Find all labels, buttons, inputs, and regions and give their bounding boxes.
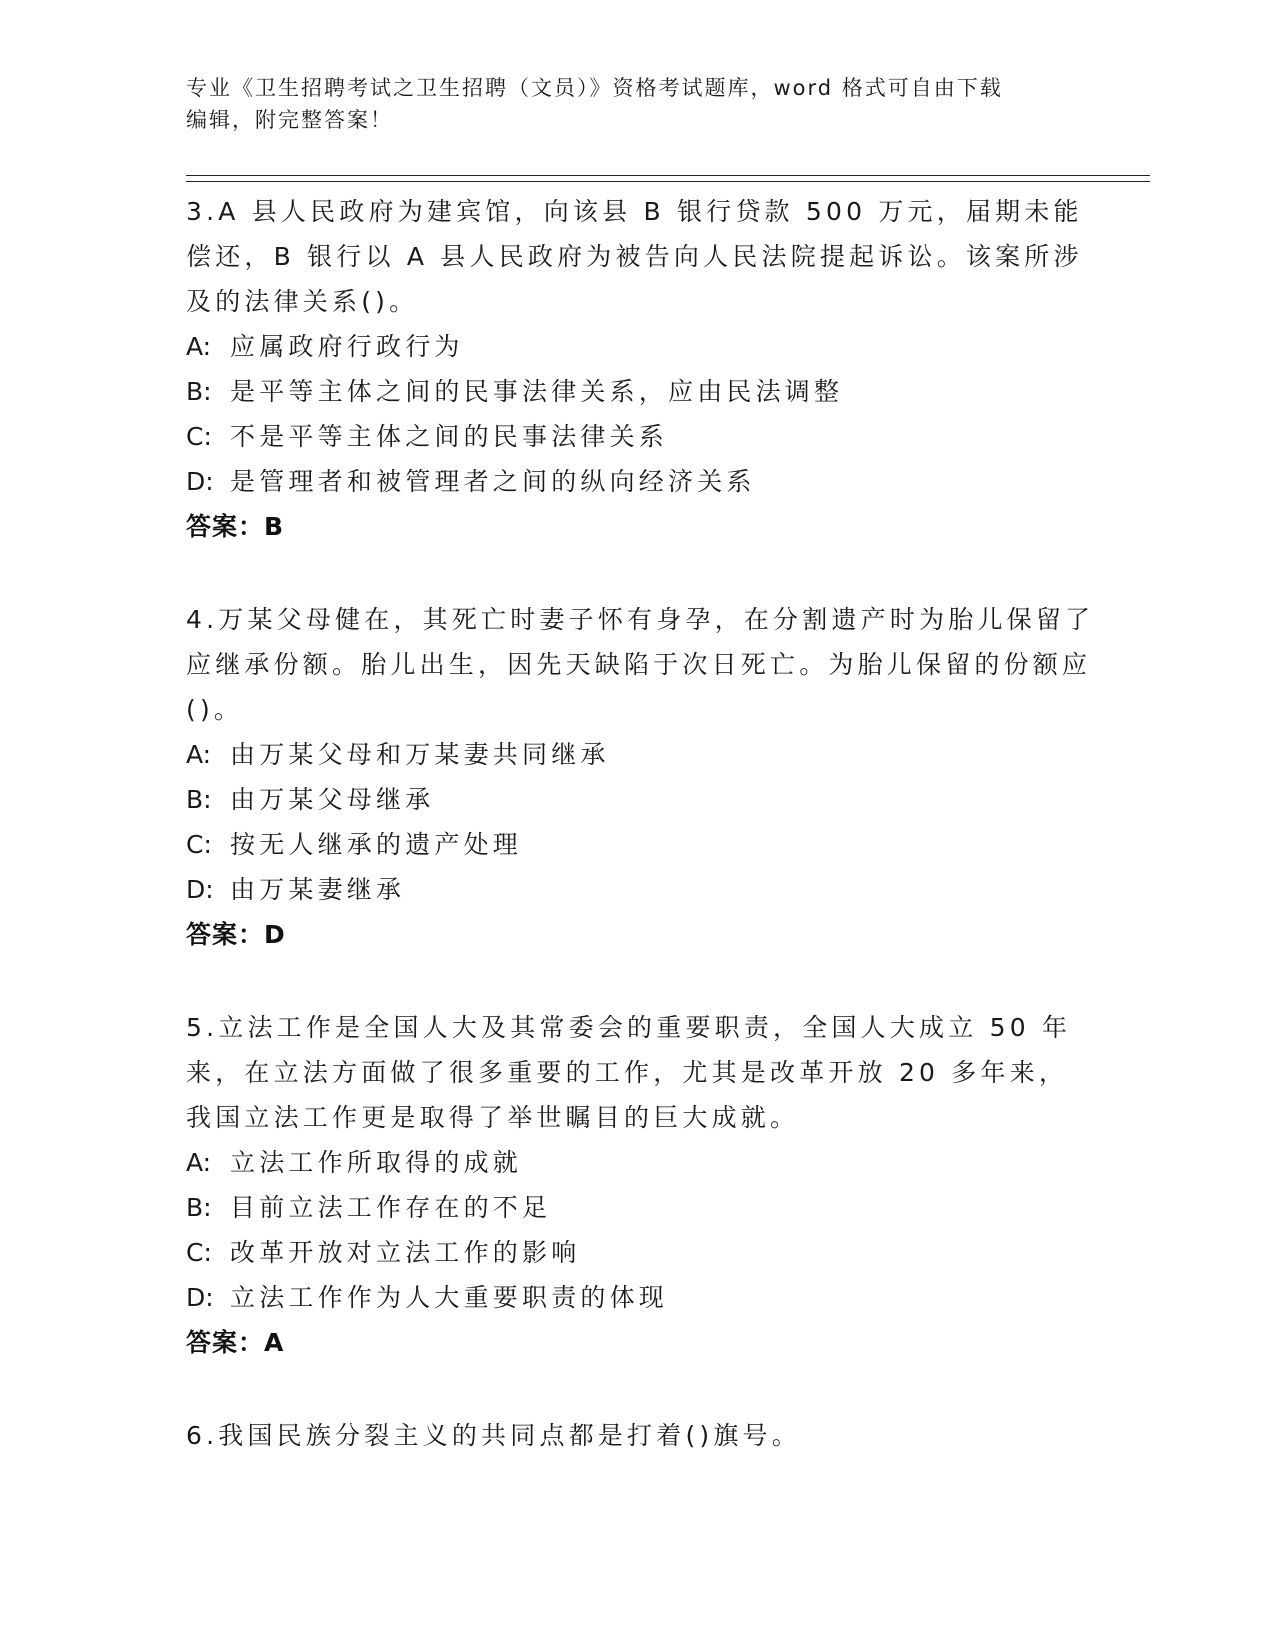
option-d: [186, 459, 1096, 504]
answer: 答案：D: [186, 920, 286, 949]
option-b: [186, 1185, 1096, 1230]
option-a: [186, 732, 1096, 777]
header-line-2: 编辑，附完整答案！: [186, 108, 393, 132]
question-text: 5.立法工作是全国人大及其常委会的重要职责，全国人大成立 50 年来，在立法方面做了很多重要的工作，尤其是改革开放 20 多年来，我国立法工作更是取得了举世瞩目的巨大成就。: [186, 1013, 1072, 1132]
option-label: D:: [186, 875, 214, 904]
option-text: 不是平等主体之间的民事法律关系: [230, 422, 669, 451]
option-d: [186, 867, 1096, 912]
answer: 答案：B: [186, 512, 285, 541]
option-label: A:: [186, 1148, 212, 1177]
option-text: 是平等主体之间的民事法律关系，应由民法调整: [230, 377, 844, 406]
option-label: D:: [186, 1283, 214, 1312]
option-label: A:: [186, 740, 212, 769]
header-divider-bottom: [186, 181, 1150, 182]
option-c: [186, 822, 1096, 867]
option-label: A:: [186, 332, 212, 361]
option-text: 由万某妻继承: [230, 875, 406, 904]
option-b: [186, 777, 1096, 822]
answer: 答案：A: [186, 1328, 285, 1357]
option-text: 按无人继承的遗产处理: [230, 830, 523, 859]
question-text: 4.万某父母健在，其死亡时妻子怀有身孕，在分割遗产时为胎儿保留了应继承份额。胎儿出生，因先天缺陷于次日死亡。为胎儿保留的份额应()。: [186, 605, 1095, 724]
option-label: B:: [186, 785, 212, 814]
option-text: 由万某父母和万某妻共同继承: [230, 740, 610, 769]
option-label: C:: [186, 830, 212, 859]
question-list: [186, 189, 1096, 1506]
option-label: B:: [186, 377, 212, 406]
option-label: C:: [186, 422, 212, 451]
option-a: [186, 1140, 1096, 1185]
option-text: 立法工作所取得的成就: [230, 1148, 523, 1177]
option-text: 立法工作作为人大重要职责的体现: [230, 1283, 669, 1312]
option-text: 是管理者和被管理者之间的纵向经济关系: [230, 467, 756, 496]
question-4: [186, 597, 1096, 957]
option-c: [186, 1230, 1096, 1275]
option-label: D:: [186, 467, 214, 496]
option-d: [186, 1275, 1096, 1320]
question-5: [186, 1005, 1096, 1365]
header-divider-top: [186, 175, 1150, 176]
option-a: [186, 324, 1096, 369]
question-6: [186, 1413, 1096, 1458]
option-b: [186, 369, 1096, 414]
option-text: 目前立法工作存在的不足: [230, 1193, 552, 1222]
option-text: 由万某父母继承: [230, 785, 435, 814]
option-text: 应属政府行政行为: [230, 332, 464, 361]
question-text: 6.我国民族分裂主义的共同点都是打着()旗号。: [186, 1421, 801, 1450]
header-line-1: 专业《卫生招聘考试之卫生招聘（文员）》资格考试题库，word 格式可自由下载: [186, 76, 1003, 100]
option-c: [186, 414, 1096, 459]
option-label: C:: [186, 1238, 212, 1267]
document-header: [186, 72, 1066, 136]
option-label: B:: [186, 1193, 212, 1222]
option-text: 改革开放对立法工作的影响: [230, 1238, 581, 1267]
question-3: [186, 189, 1096, 549]
question-text: 3.A 县人民政府为建宾馆，向该县 B 银行贷款 500 万元，届期未能偿还，B 银行以 A 县人民政府为被告向人民法院提起诉讼。该案所涉及的法律关系()。: [186, 197, 1083, 316]
